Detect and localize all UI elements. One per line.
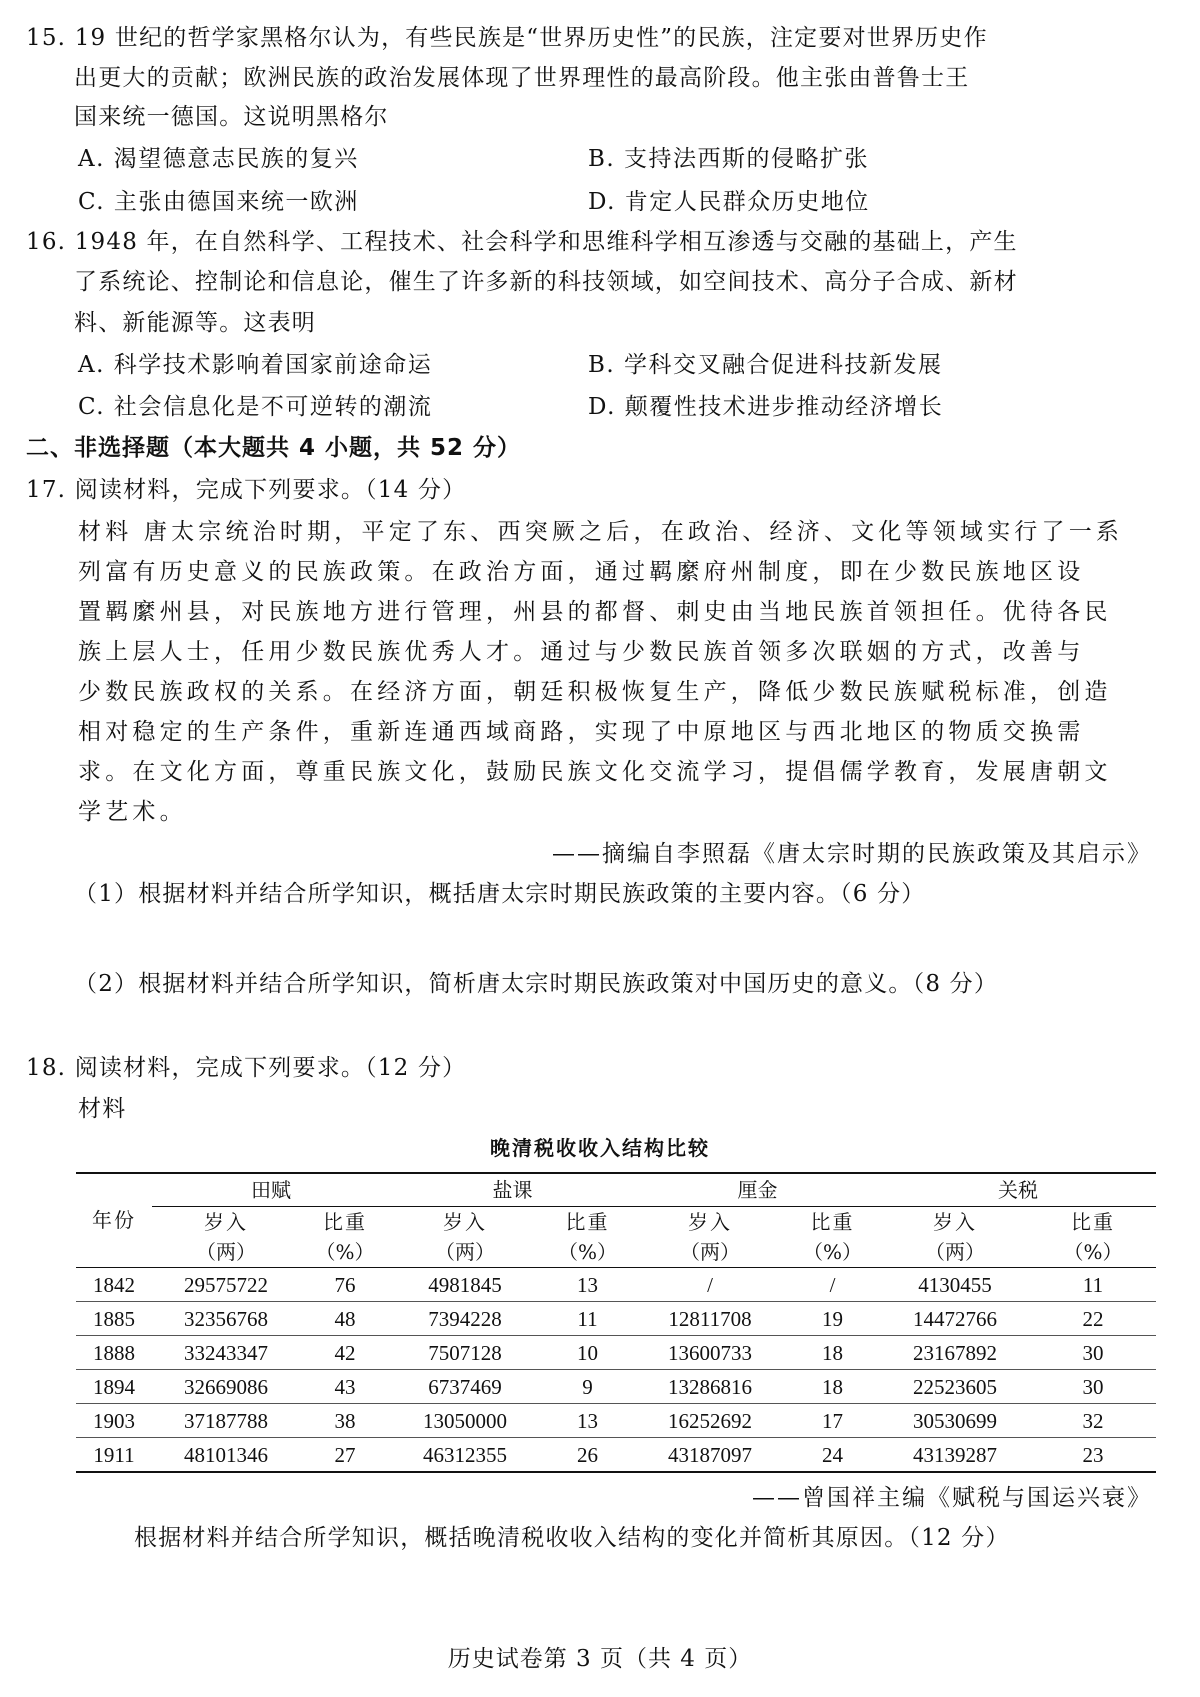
q16-option-c: C. 社会信息化是不可逆转的潮流 <box>78 394 433 420</box>
table-cell: 30530699 <box>880 1404 1030 1438</box>
group-header-likin: 厘金 <box>635 1173 880 1207</box>
table-cell: 6737469 <box>390 1370 540 1404</box>
table-cell: / <box>635 1268 785 1302</box>
q16-line-2: 了系统论、控制论和信息论，催生了许多新的科技领域，如空间技术、高分子合成、新材 <box>74 269 1018 295</box>
unit-share: （%） <box>300 1237 390 1268</box>
table-cell-year: 1885 <box>76 1302 152 1336</box>
group-header-land-tax: 田赋 <box>152 1173 390 1207</box>
q17-material-line-1: 材料 唐太宗统治时期，平定了东、西突厥之后，在政治、经济、文化等领域实行了一系 <box>78 519 1124 545</box>
q15-line-1: 15. 19 世纪的哲学家黑格尔认为，有些民族是“世界历史性”的民族，注定要对世界历史作 <box>26 25 988 51</box>
subheader-share: 比重 <box>323 1210 367 1234</box>
table-cell-year: 1894 <box>76 1370 152 1404</box>
table-cell: 38 <box>300 1404 390 1438</box>
table-cell: 24 <box>785 1438 880 1473</box>
group-header-salt-tax: 盐课 <box>390 1173 635 1207</box>
table-cell: 30 <box>1030 1370 1156 1404</box>
table-unit-row <box>76 1237 1156 1268</box>
subheader-share: 比重 <box>810 1210 855 1234</box>
table-cell: 42 <box>300 1336 390 1370</box>
table-cell: / <box>785 1268 880 1302</box>
q17-material-line-6: 相对稳定的生产条件，重新连通西域商路，实现了中原地区与西北地区的物质交换需 <box>78 719 1085 745</box>
table-cell-year: 1903 <box>76 1404 152 1438</box>
q17-subquestion-2: （2）根据材料并结合所学知识，简析唐太宗时期民族政策对中国历史的意义。（8 分） <box>74 971 999 997</box>
table-cell-year: 1911 <box>76 1438 152 1473</box>
q15-option-d: D. 肯定人民群众历史地位 <box>588 189 870 215</box>
table-cell: 17 <box>785 1404 880 1438</box>
q17-subquestion-1: （1）根据材料并结合所学知识，概括唐太宗时期民族政策的主要内容。（6 分） <box>74 881 926 907</box>
table-cell: 43187097 <box>635 1438 785 1473</box>
table-cell: 14472766 <box>880 1302 1030 1336</box>
page-footer: 历史试卷第 3 页（共 4 页） <box>447 1646 753 1672</box>
table-cell: 16252692 <box>635 1404 785 1438</box>
table-row <box>76 1370 1156 1404</box>
table-cell: 32 <box>1030 1404 1156 1438</box>
q16-option-a: A. 科学技术影响着国家前途命运 <box>78 352 433 378</box>
table-cell: 32356768 <box>152 1302 300 1336</box>
tax-structure-table <box>76 1172 1156 1473</box>
table-row <box>76 1302 1156 1336</box>
table-row <box>76 1336 1156 1370</box>
subheader-income: 岁入 <box>688 1210 732 1234</box>
q16-line-1: 16. 1948 年，在自然科学、工程技术、社会科学和思维科学相互渗透与交融的基础上，产生 <box>26 229 1018 255</box>
unit-income: （两） <box>635 1237 785 1268</box>
table-cell: 13 <box>540 1404 635 1438</box>
table-cell: 26 <box>540 1438 635 1473</box>
table-cell: 48101346 <box>152 1438 300 1473</box>
q16-option-d: D. 颠覆性技术进步推动经济增长 <box>588 394 944 420</box>
q16-option-b: B. 学科交叉融合促进科技新发展 <box>588 352 943 378</box>
subheader-income: 岁入 <box>443 1210 487 1234</box>
q17-material-line-8: 学艺术。 <box>78 799 187 825</box>
table-cell: 11 <box>1030 1268 1156 1302</box>
table-cell: 13286816 <box>635 1370 785 1404</box>
q15-line-2: 出更大的贡献；欧洲民族的政治发展体现了世界理性的最高阶段。他主张由普鲁士王 <box>74 65 970 91</box>
q17-material-line-4: 族上层人士，任用少数民族优秀人才。通过与少数民族首领多次联姻的方式，改善与 <box>78 639 1085 665</box>
table-cell: 13050000 <box>390 1404 540 1438</box>
table-body <box>76 1268 1156 1473</box>
table-row <box>76 1268 1156 1302</box>
table-cell: 22523605 <box>880 1370 1030 1404</box>
table-cell: 32669086 <box>152 1370 300 1404</box>
table-cell: 11 <box>540 1302 635 1336</box>
q16-line-3: 料、新能源等。这表明 <box>74 310 316 336</box>
table-cell: 76 <box>300 1268 390 1302</box>
table-cell: 43 <box>300 1370 390 1404</box>
q18-stem: 18. 阅读材料，完成下列要求。（12 分） <box>26 1055 467 1081</box>
table-cell: 19 <box>785 1302 880 1336</box>
q18-source: ——曾国祥主编《赋税与国运兴衰》 <box>752 1485 1152 1511</box>
table-cell: 18 <box>785 1336 880 1370</box>
year-header: 年份 <box>76 1173 152 1268</box>
unit-income: （两） <box>152 1237 300 1268</box>
table-cell: 29575722 <box>152 1268 300 1302</box>
table-group-header-row <box>76 1173 1156 1207</box>
unit-income: （两） <box>880 1237 1030 1268</box>
q17-material-line-5: 少数民族政权的关系。在经济方面，朝廷积极恢复生产，降低少数民族赋税标准，创造 <box>78 679 1112 705</box>
table-cell: 13600733 <box>635 1336 785 1370</box>
group-header-customs: 关税 <box>880 1173 1156 1207</box>
table-cell: 37187788 <box>152 1404 300 1438</box>
table-cell: 9 <box>540 1370 635 1404</box>
q18-question: 根据材料并结合所学知识，概括晚清税收收入结构的变化并简析其原因。（12 分） <box>134 1525 1010 1551</box>
unit-share: （%） <box>785 1237 880 1268</box>
table-cell: 4130455 <box>880 1268 1030 1302</box>
table-cell: 10 <box>540 1336 635 1370</box>
table-cell-year: 1842 <box>76 1268 152 1302</box>
q17-material-line-2: 列富有历史意义的民族政策。在政治方面，通过羁縻府州制度，即在少数民族地区设 <box>78 559 1085 585</box>
table-cell: 12811708 <box>635 1302 785 1336</box>
q18-material-label: 材料 <box>78 1096 127 1122</box>
table-cell: 7394228 <box>390 1302 540 1336</box>
subheader-share: 比重 <box>565 1210 610 1234</box>
table-cell: 33243347 <box>152 1336 300 1370</box>
table-cell: 43139287 <box>880 1438 1030 1473</box>
table-cell: 23167892 <box>880 1336 1030 1370</box>
subheader-share: 比重 <box>1071 1210 1115 1234</box>
q17-source: ——摘编自李照磊《唐太宗时期的民族政策及其启示》 <box>552 841 1152 867</box>
q15-option-c: C. 主张由德国来统一欧洲 <box>78 189 359 215</box>
table-cell: 48 <box>300 1302 390 1336</box>
q15-option-a: A. 渴望德意志民族的复兴 <box>78 146 359 172</box>
table-cell: 18 <box>785 1370 880 1404</box>
section-heading: 二、非选择题（本大题共 4 小题，共 52 分） <box>26 435 522 461</box>
q15-option-b: B. 支持法西斯的侵略扩张 <box>588 146 870 172</box>
table-row <box>76 1438 1156 1473</box>
q17-stem: 17. 阅读材料，完成下列要求。（14 分） <box>26 477 467 503</box>
table-cell-year: 1888 <box>76 1336 152 1370</box>
table-cell: 22 <box>1030 1302 1156 1336</box>
unit-income: （两） <box>390 1237 540 1268</box>
subheader-income: 岁入 <box>933 1210 977 1234</box>
unit-share: （%） <box>1030 1237 1156 1268</box>
table-subheader-row <box>76 1207 1156 1238</box>
unit-share: （%） <box>540 1237 635 1268</box>
table-cell: 27 <box>300 1438 390 1473</box>
table-cell: 4981845 <box>390 1268 540 1302</box>
q17-material-line-7: 求。在文化方面，尊重民族文化，鼓励民族文化交流学习，提倡儒学教育，发展唐朝文 <box>78 759 1112 785</box>
table-cell: 30 <box>1030 1336 1156 1370</box>
table-row <box>76 1404 1156 1438</box>
table-cell: 46312355 <box>390 1438 540 1473</box>
table-cell: 23 <box>1030 1438 1156 1473</box>
table-cell: 7507128 <box>390 1336 540 1370</box>
table-cell: 13 <box>540 1268 635 1302</box>
table-title: 晚清税收收入结构比较 <box>490 1136 710 1160</box>
q17-material-line-3: 置羁縻州县，对民族地方进行管理，州县的都督、刺史由当地民族首领担任。优待各民 <box>78 599 1112 625</box>
subheader-income: 岁入 <box>204 1210 248 1234</box>
q15-line-3: 国来统一德国。这说明黑格尔 <box>74 104 389 130</box>
